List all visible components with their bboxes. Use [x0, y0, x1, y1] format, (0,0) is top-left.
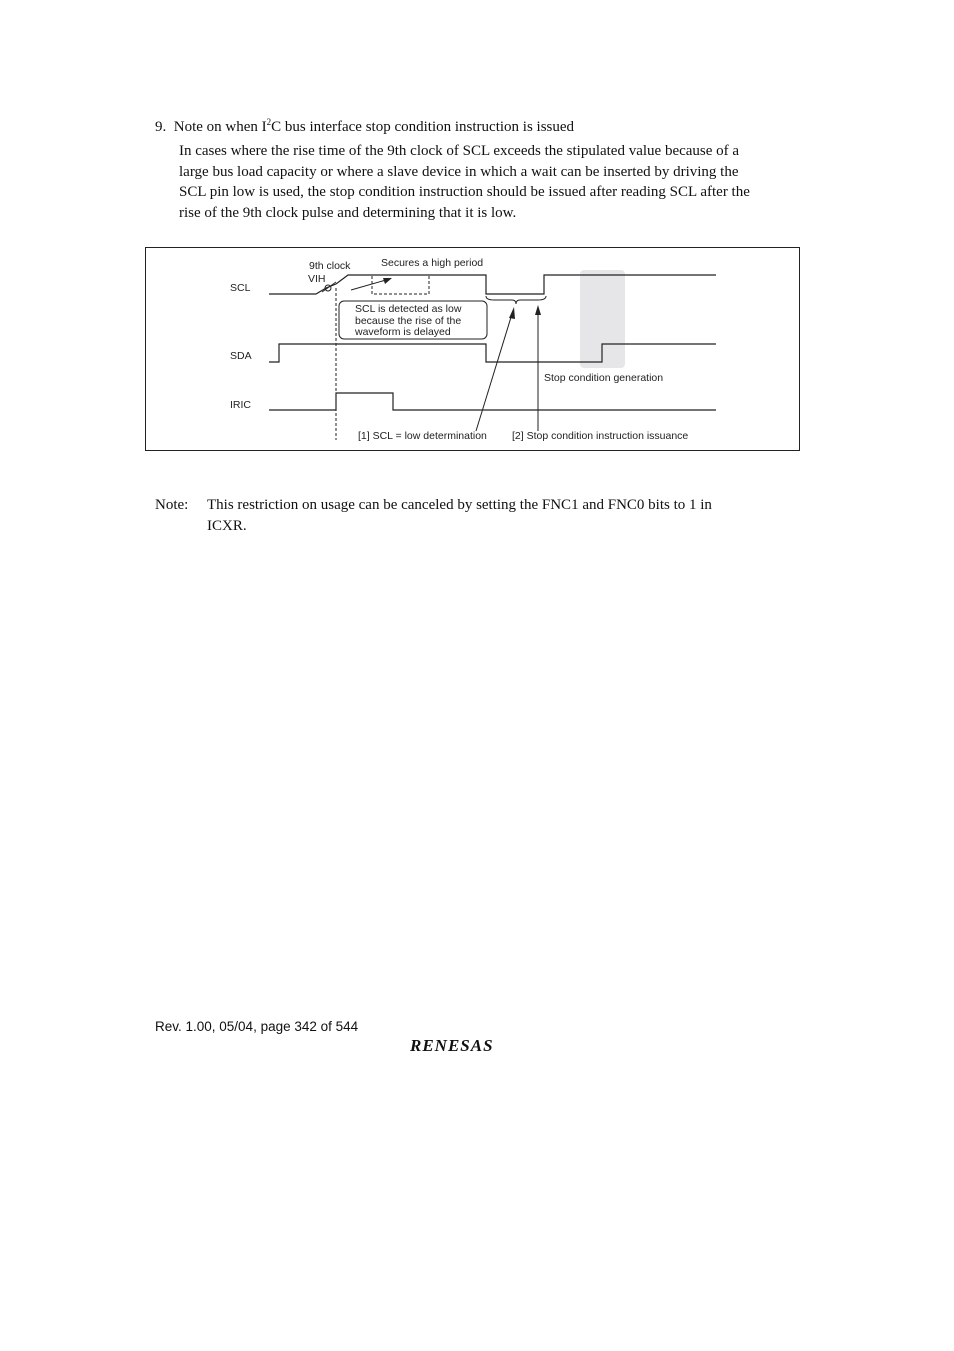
note-line: ICXR. [207, 518, 247, 534]
paragraph-line: rise of the 9th clock pulse and determining that it is low. [179, 204, 517, 221]
note-line: This restriction on usage can be canceled by setting the FNC1 and FNC0 bits to 1 in [207, 497, 712, 513]
vih-label: VIH [308, 273, 326, 285]
high-period-arrow [351, 280, 386, 290]
low-brace [486, 296, 546, 304]
scl-detected-line: waveform is delayed [355, 326, 451, 338]
section-title-sup: 2 [266, 117, 272, 127]
paragraph-line: SCL pin low is used, the stop condition instruction should be issued after reading SCL after the [179, 184, 750, 200]
sda-label: SDA [230, 350, 252, 362]
section-heading [155, 117, 574, 137]
scl-detected-line: because the rise of the [355, 315, 462, 327]
stop-issuance-arrowhead [535, 305, 541, 315]
note-label: Note: [155, 497, 189, 513]
section-title-post: C bus interface stop condition instruction is issued [271, 119, 575, 135]
page-footer: Rev. 1.00, 05/04, page 342 of 544 [155, 1019, 359, 1034]
renesas-logo: RENESAS [410, 1036, 494, 1055]
stop-issuance-label: [2] Stop condition instruction issuance [512, 430, 689, 442]
secures-high-label: Secures a high period [381, 257, 484, 269]
section-title-pre: Note on when I [173, 119, 267, 135]
scl-waveform [269, 275, 716, 294]
timing-diagram [145, 247, 800, 451]
ninth-clock-label: 9th clock [309, 260, 351, 272]
low-determination-arrowhead [509, 307, 515, 319]
high-period-arrowhead [383, 278, 392, 284]
paragraph-line: large bus load capacity or where a slave device in which a wait can be inserted by driving the [179, 163, 739, 180]
low-determination-label: [1] SCL = low determination [358, 430, 487, 442]
paragraph-line: In cases where the rise time of the 9th clock of SCL exceeds the stipulated value because of a [179, 143, 740, 159]
scl-label: SCL [230, 282, 251, 294]
stop-generation-label: Stop condition generation [544, 372, 664, 384]
scl-detected-line: SCL is detected as low [355, 303, 462, 315]
section-number: 9. [155, 119, 167, 135]
section-paragraph [179, 141, 799, 223]
iric-waveform [269, 393, 716, 410]
iric-label: IRIC [230, 399, 251, 411]
high-period-dashed [372, 275, 429, 294]
note-text [207, 495, 767, 537]
